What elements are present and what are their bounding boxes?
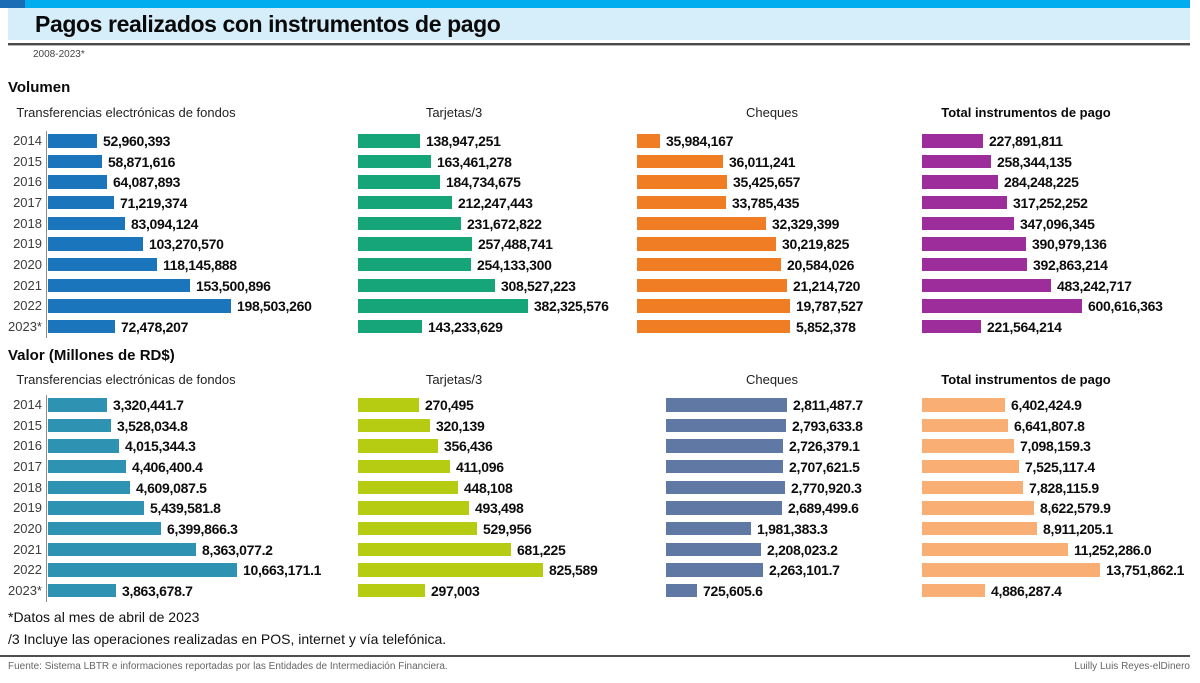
value-label: 2,689,499.6 <box>788 500 859 517</box>
bar <box>358 299 528 313</box>
value-label: 103,270,570 <box>149 236 224 253</box>
value-label: 411,096 <box>456 458 504 475</box>
bar <box>48 155 102 169</box>
value-label: 138,947,251 <box>426 133 501 149</box>
bar <box>358 481 458 495</box>
year-label: 2015 <box>13 153 42 169</box>
value-label: 320,139 <box>436 417 485 434</box>
column-header-total-volumen: Total instrumentos de pago <box>941 105 1111 120</box>
year-label: 2017 <box>13 194 42 210</box>
bar <box>48 584 116 598</box>
value-label: 7,828,115.9 <box>1029 479 1099 496</box>
bar <box>637 299 790 313</box>
value-label: 143,233,629 <box>428 318 503 335</box>
bar <box>358 320 422 334</box>
value-label: 390,979,136 <box>1032 236 1107 253</box>
value-label: 4,886,287.4 <box>991 582 1062 599</box>
value-label: 221,564,214 <box>987 318 1062 335</box>
value-label: 184,734,675 <box>446 174 521 191</box>
value-label: 284,248,225 <box>1004 174 1079 191</box>
bar <box>48 501 144 515</box>
bar <box>48 543 196 557</box>
value-label: 483,242,717 <box>1057 277 1132 294</box>
value-label: 231,672,822 <box>467 215 542 232</box>
year-label: 2014 <box>13 133 42 148</box>
value-label: 2,707,621.5 <box>789 458 860 475</box>
footnote-tarjetas-scope: /3 Incluye las operaciones realizadas en POS, internet y vía telefónica. <box>8 631 447 647</box>
bar <box>666 419 786 433</box>
bar <box>637 155 723 169</box>
title-band <box>8 8 1190 40</box>
bar <box>48 320 115 334</box>
value-label: 6,402,424.9 <box>1011 397 1082 413</box>
bar <box>358 563 543 577</box>
year-label: 2015 <box>13 417 42 433</box>
value-label: 2,726,379.1 <box>789 438 860 455</box>
value-label: 270,495 <box>425 397 474 413</box>
value-label: 448,108 <box>464 479 513 496</box>
bar <box>48 522 161 536</box>
bar <box>358 522 477 536</box>
bar <box>358 460 450 474</box>
value-label: 118,145,888 <box>163 256 237 273</box>
bar <box>666 522 751 536</box>
value-label: 5,439,581.8 <box>150 500 221 517</box>
bar <box>48 237 143 251</box>
bar <box>922 398 1005 412</box>
year-label: 2016 <box>13 174 42 190</box>
bar <box>666 584 697 598</box>
year-label: 2023* <box>8 318 42 334</box>
bar <box>358 237 472 251</box>
year-label: 2014 <box>13 397 42 412</box>
value-label: 35,425,657 <box>733 174 801 191</box>
bar <box>358 196 452 210</box>
value-label: 317,252,252 <box>1013 194 1088 211</box>
bar <box>637 237 776 251</box>
source-line: Fuente: Sistema LBTR e informaciones reportadas por las Entidades de Intermediación Financiera. <box>8 661 448 672</box>
bar <box>358 439 438 453</box>
value-label: 258,344,135 <box>997 153 1072 170</box>
bar <box>922 320 981 334</box>
chart-valor <box>0 395 1200 605</box>
value-label: 347,096,345 <box>1020 215 1095 232</box>
bar <box>48 175 107 189</box>
bar <box>358 134 420 148</box>
value-label: 36,011,241 <box>729 153 796 170</box>
bar <box>358 398 419 412</box>
column-header-transferencias-volumen: Transferencias electrónicas de fondos <box>16 105 236 120</box>
value-label: 30,219,825 <box>782 236 850 253</box>
value-label: 7,525,117.4 <box>1025 458 1095 475</box>
value-label: 35,984,167 <box>666 133 734 149</box>
value-label: 382,325,576 <box>534 298 609 315</box>
bar <box>48 134 97 148</box>
year-axis-line <box>46 395 47 602</box>
bar <box>922 501 1034 515</box>
year-label: 2021 <box>13 541 42 557</box>
bar <box>358 155 431 169</box>
value-label: 254,133,300 <box>477 256 552 273</box>
year-label: 2020 <box>13 256 42 272</box>
bar <box>922 134 983 148</box>
bar <box>666 543 761 557</box>
column-header-total-valor: Total instrumentos de pago <box>941 372 1111 387</box>
title-divider <box>8 43 1190 45</box>
value-label: 32,329,399 <box>772 215 840 232</box>
bar <box>48 398 107 412</box>
bar <box>358 501 469 515</box>
bar <box>922 460 1019 474</box>
bar <box>922 522 1037 536</box>
value-label: 681,225 <box>517 541 566 558</box>
bar <box>48 460 126 474</box>
bar <box>48 299 231 313</box>
value-label: 52,960,393 <box>103 133 171 149</box>
chart-volumen <box>0 131 1200 341</box>
value-label: 6,641,807.8 <box>1014 417 1085 434</box>
value-label: 297,003 <box>431 582 480 599</box>
year-label: 2022 <box>13 298 42 314</box>
bar <box>666 563 763 577</box>
bar <box>922 279 1051 293</box>
value-label: 493,498 <box>475 500 524 517</box>
bar <box>637 134 660 148</box>
value-label: 2,811,487.7 <box>793 397 863 413</box>
year-axis-line <box>46 131 47 338</box>
value-label: 257,488,741 <box>478 236 553 253</box>
value-label: 3,320,441.7 <box>113 397 184 413</box>
value-label: 356,436 <box>444 438 493 455</box>
bar <box>48 217 125 231</box>
bar <box>48 196 114 210</box>
value-label: 392,863,214 <box>1033 256 1108 273</box>
value-label: 198,503,260 <box>237 298 312 315</box>
credit-line: Luilly Luis Reyes-elDinero <box>1074 661 1190 672</box>
value-label: 83,094,124 <box>131 215 199 232</box>
year-label: 2017 <box>13 458 42 474</box>
column-header-tarjetas-valor: Tarjetas/3 <box>425 372 483 387</box>
value-label: 21,214,720 <box>793 277 861 294</box>
bar <box>666 439 783 453</box>
value-label: 71,219,374 <box>120 194 188 211</box>
year-label: 2018 <box>13 215 42 231</box>
value-label: 10,663,171.1 <box>243 562 322 579</box>
bar <box>922 258 1027 272</box>
bar <box>666 481 785 495</box>
value-label: 58,871,616 <box>108 153 176 170</box>
bar <box>48 419 111 433</box>
value-label: 8,363,077.2 <box>202 541 273 558</box>
bar <box>358 258 471 272</box>
year-label: 2016 <box>13 438 42 454</box>
value-label: 7,098,159.3 <box>1020 438 1091 455</box>
bar <box>48 279 190 293</box>
bar <box>922 563 1100 577</box>
value-label: 4,015,344.3 <box>125 438 196 455</box>
bar <box>666 398 787 412</box>
bar <box>358 584 425 598</box>
bar <box>358 279 495 293</box>
year-label: 2019 <box>13 500 42 516</box>
bar <box>637 217 766 231</box>
column-header-transferencias-valor: Transferencias electrónicas de fondos <box>16 372 236 387</box>
bar <box>48 563 237 577</box>
value-label: 825,589 <box>549 562 598 579</box>
value-label: 2,793,633.8 <box>792 417 863 434</box>
value-label: 8,622,579.9 <box>1040 500 1111 517</box>
bar <box>922 217 1014 231</box>
value-label: 11,252,286.0 <box>1074 541 1152 558</box>
column-header-tarjetas-volumen: Tarjetas/3 <box>425 105 483 120</box>
year-label: 2019 <box>13 236 42 252</box>
value-label: 163,461,278 <box>437 153 512 170</box>
bar <box>358 543 511 557</box>
bar <box>48 258 157 272</box>
period-subtitle: 2008-2023* <box>33 49 85 60</box>
value-label: 2,770,920.3 <box>791 479 862 496</box>
bar <box>922 196 1007 210</box>
section-heading-volumen: Volumen <box>8 79 71 96</box>
footnote-data-cutoff: *Datos al mes de abril de 2023 <box>8 609 200 625</box>
column-header-cheques-volumen: Cheques <box>745 105 799 120</box>
bar <box>48 439 119 453</box>
value-label: 13,751,862.1 <box>1106 562 1185 579</box>
value-label: 4,406,400.4 <box>132 458 203 475</box>
bar <box>922 419 1008 433</box>
header-accent-strip <box>25 0 1190 8</box>
value-label: 20,584,026 <box>787 256 855 273</box>
bar <box>637 258 781 272</box>
year-label: 2022 <box>13 562 42 578</box>
value-label: 212,247,443 <box>458 194 533 211</box>
bar <box>637 175 727 189</box>
bar <box>922 481 1023 495</box>
bar <box>922 543 1068 557</box>
bar <box>358 419 430 433</box>
bar <box>922 155 991 169</box>
value-label: 64,087,893 <box>113 174 181 191</box>
bar <box>922 175 998 189</box>
bar <box>358 175 440 189</box>
value-label: 227,891,811 <box>989 133 1063 149</box>
bar <box>666 501 782 515</box>
bar <box>637 320 790 334</box>
page-title: Pagos realizados con instrumentos de pago <box>35 11 501 37</box>
value-label: 1,981,383.3 <box>757 520 828 537</box>
bar <box>637 196 726 210</box>
value-label: 4,609,087.5 <box>136 479 207 496</box>
bar <box>666 460 783 474</box>
bar <box>922 439 1014 453</box>
value-label: 153,500,896 <box>196 277 271 294</box>
value-label: 529,956 <box>483 520 532 537</box>
value-label: 8,911,205.1 <box>1043 520 1113 537</box>
value-label: 3,863,678.7 <box>122 582 193 599</box>
value-label: 5,852,378 <box>796 318 856 335</box>
year-label: 2021 <box>13 277 42 293</box>
value-label: 3,528,034.8 <box>117 417 188 434</box>
value-label: 2,263,101.7 <box>769 562 840 579</box>
footer-divider <box>0 655 1190 657</box>
value-label: 2,208,023.2 <box>767 541 838 558</box>
value-label: 308,527,223 <box>501 277 576 294</box>
bar <box>637 279 787 293</box>
bar <box>48 481 130 495</box>
year-label: 2020 <box>13 520 42 536</box>
value-label: 33,785,435 <box>732 194 800 211</box>
year-label: 2018 <box>13 479 42 495</box>
section-heading-valor: Valor (Millones de RD$) <box>8 347 175 364</box>
bar <box>922 584 985 598</box>
header-accent-square <box>0 0 25 8</box>
bar <box>358 217 461 231</box>
value-label: 725,605.6 <box>703 582 763 599</box>
value-label: 600,616,363 <box>1088 298 1163 315</box>
value-label: 19,787,527 <box>796 298 864 315</box>
bar <box>922 299 1082 313</box>
value-label: 72,478,207 <box>121 318 189 335</box>
bar <box>922 237 1026 251</box>
column-header-cheques-valor: Cheques <box>745 372 799 387</box>
value-label: 6,399,866.3 <box>167 520 238 537</box>
year-label: 2023* <box>8 582 42 598</box>
